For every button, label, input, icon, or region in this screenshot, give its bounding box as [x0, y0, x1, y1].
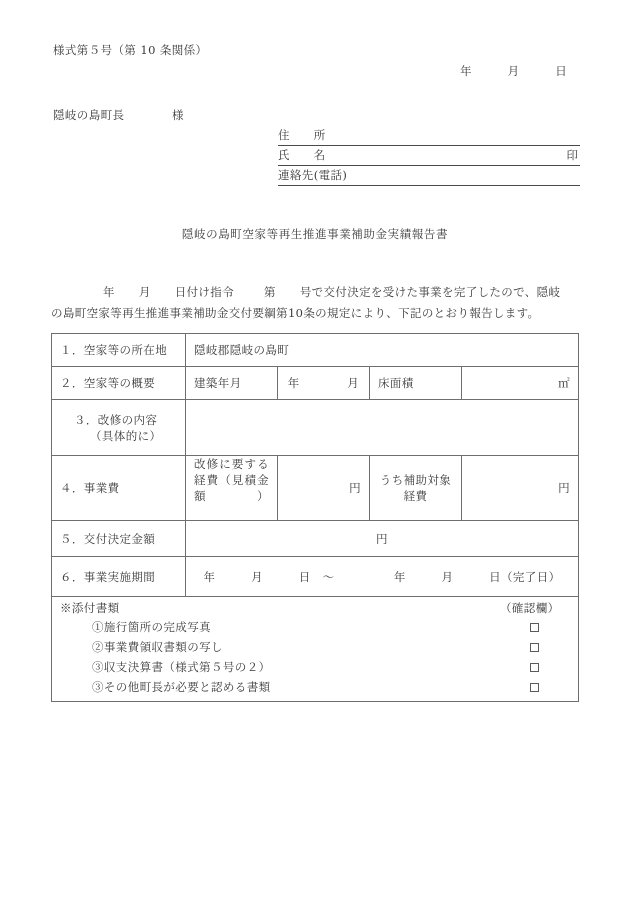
body-paragraph — [51, 282, 579, 324]
attachment-item — [60, 619, 570, 639]
applicant-phone-label: 連絡先(電話) — [278, 168, 348, 182]
attachment-item — [60, 659, 570, 679]
attachments-heading: ※添付書類 — [60, 600, 120, 615]
applicant-name-label: 氏 名 — [278, 148, 326, 162]
table-row-outline — [52, 367, 579, 400]
row4-renovation-cost-label: 改修に要する経費（見積金額） — [186, 456, 278, 521]
table-row-period — [52, 557, 579, 597]
document-title: 隠岐の島町空家等再生推進事業補助金実績報告書 — [181, 227, 449, 241]
table-row-renovation — [52, 400, 579, 456]
body-date-suffix: 日付け指令 — [174, 285, 234, 299]
attachments-cell — [52, 597, 579, 702]
row4-label: ４．事業費 — [52, 456, 186, 521]
row4-subsidized-cost-label: うち補助対象経費 — [370, 456, 462, 521]
body-line2: の島町空家等再生推進事業補助金交付要綱第10条の規定により、下記のとおり報告します。 — [51, 306, 540, 320]
row2-built-date-label: 建築年月 — [186, 367, 278, 400]
row2-floor-area-unit[interactable]: ㎡ — [462, 367, 579, 400]
row5-label: ５．交付決定金額 — [52, 521, 186, 557]
table-row-decided-amount — [52, 521, 579, 557]
attachment-item — [60, 679, 570, 699]
applicant-block — [278, 126, 580, 186]
attachment-label: ③収支決算書（様式第５号の２） — [92, 659, 271, 674]
table-row-attachments — [52, 597, 579, 702]
row6-period-value[interactable]: 年 月 日 ～ 年 月 日（完了日） — [186, 557, 579, 597]
applicant-name-row — [278, 146, 580, 166]
row3-label — [52, 400, 186, 456]
row4-subsidized-cost-unit[interactable]: 円 — [462, 456, 579, 521]
applicant-address-row — [278, 126, 580, 146]
applicant-address-label: 住 所 — [278, 128, 326, 142]
row3-value[interactable] — [186, 400, 579, 456]
row5-amount-unit[interactable]: 円 — [186, 521, 579, 557]
check-column-header: （確認欄） — [500, 600, 560, 615]
submission-date-line: 年 月 日 — [460, 64, 568, 78]
row2-floor-area-label: 床面積 — [370, 367, 462, 400]
addressee-line: 隠岐の島町長 様 — [53, 108, 184, 122]
checkbox-icon[interactable] — [530, 643, 539, 652]
attachment-label: ②事業費領収書類の写し — [92, 639, 223, 654]
row2-label: ２．空家等の概要 — [52, 367, 186, 400]
attachment-label: ①施行箇所の完成写真 — [92, 619, 211, 634]
row1-label: １．空家等の所在地 — [52, 334, 186, 367]
row3-label-line1: ３．改修の内容 — [74, 412, 158, 427]
row6-label: ６．事業実施期間 — [52, 557, 186, 597]
row1-value[interactable]: 隠岐郡隠岐の島町 — [186, 334, 579, 367]
row3-label-line2: （具体的に） — [90, 428, 162, 443]
form-number: 様式第５号（第 10 条関係） — [53, 43, 208, 57]
body-number-prefix: 第 — [263, 285, 276, 299]
seal-mark-icon: 印 — [566, 148, 578, 162]
attachment-item — [60, 639, 570, 659]
checkbox-icon[interactable] — [530, 623, 539, 632]
applicant-phone-row — [278, 166, 580, 186]
body-line1-tail: 号で交付決定を受けた事業を完了したので、隠岐 — [299, 285, 561, 299]
row2-built-date-value[interactable]: 年 月 — [278, 367, 370, 400]
attachment-label: ③その他町長が必要と認める書類 — [92, 679, 271, 694]
body-month: 月 — [138, 285, 151, 299]
checkbox-icon[interactable] — [530, 663, 539, 672]
row4-renovation-cost-unit[interactable]: 円 — [278, 456, 370, 521]
report-table — [51, 333, 579, 702]
body-year: 年 — [103, 285, 115, 299]
checkbox-icon[interactable] — [530, 683, 539, 692]
table-row-project-cost — [52, 456, 579, 521]
table-row-location — [52, 334, 579, 367]
attachments-header — [60, 600, 570, 619]
